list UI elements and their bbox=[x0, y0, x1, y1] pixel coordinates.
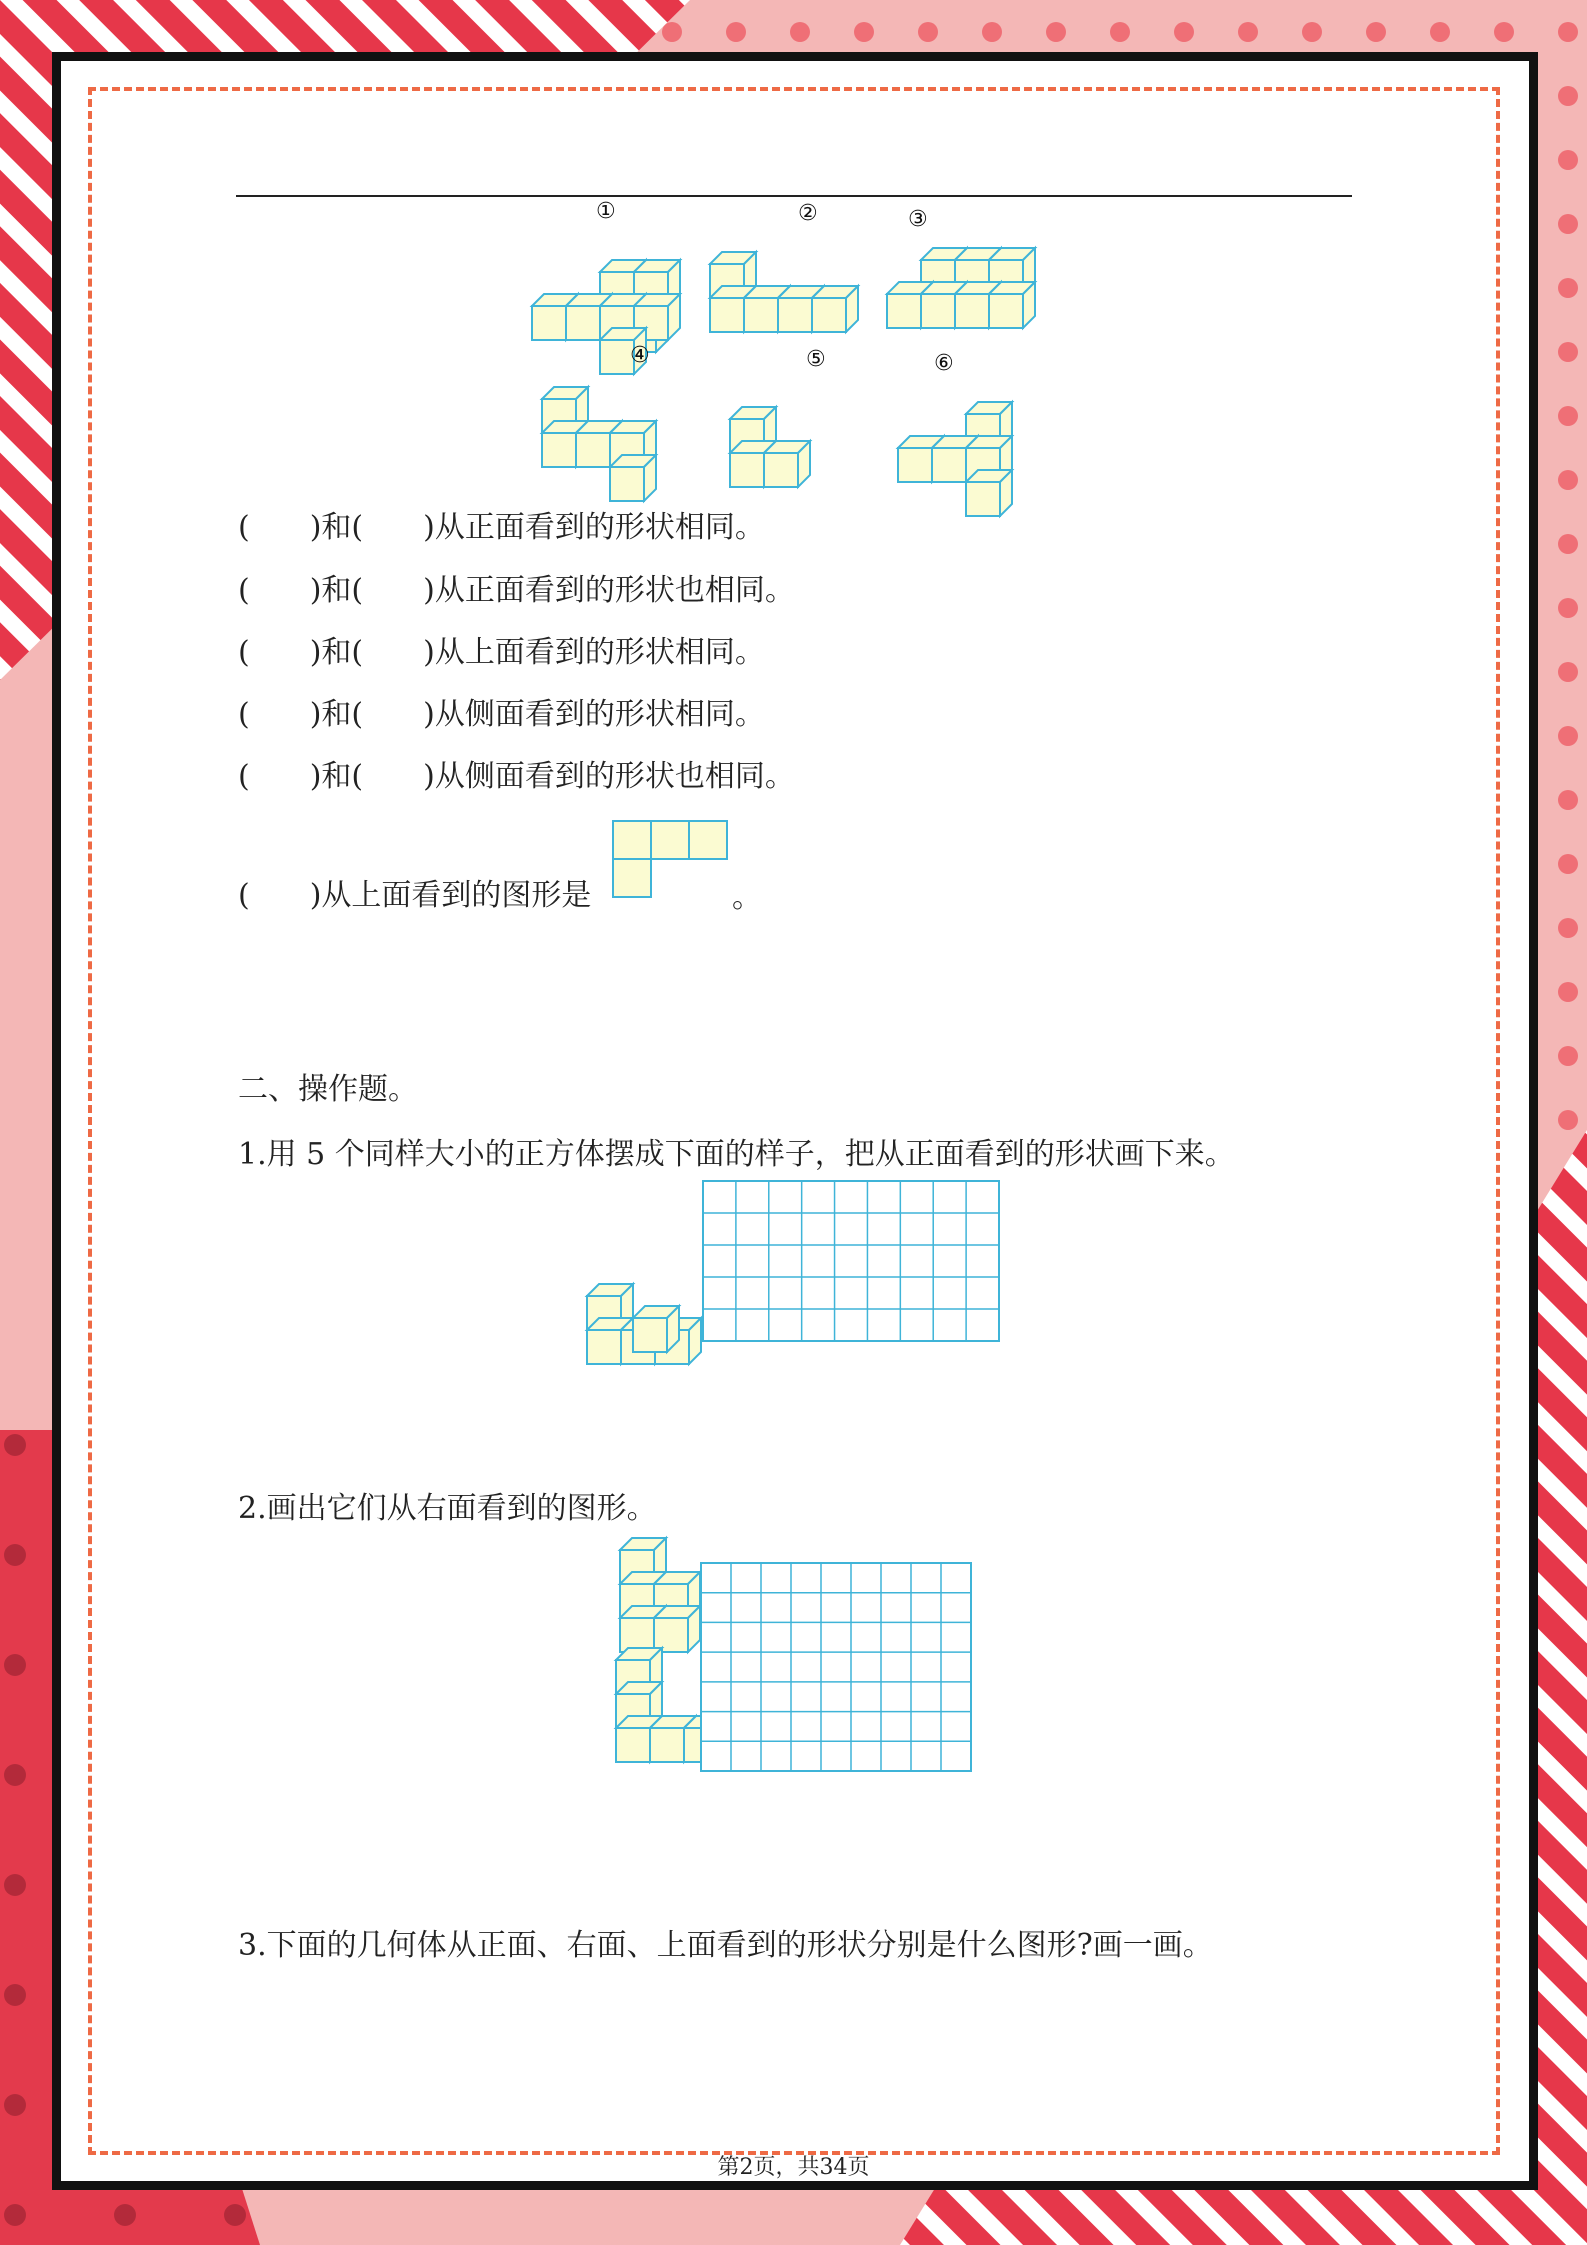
blank-line-5: ( )和( )从侧面看到的形状也相同。 bbox=[238, 759, 795, 794]
blank-line-4: ( )和( )从侧面看到的形状相同。 bbox=[238, 697, 765, 732]
figure-4-label: ④ bbox=[630, 343, 650, 368]
q2-cube-figure-top bbox=[618, 1540, 698, 1630]
top-view-shape bbox=[612, 820, 732, 902]
blank-line-3: ( )和( )从上面看到的形状相同。 bbox=[238, 635, 765, 670]
question-2-text: 2.画出它们从右面看到的图形。 bbox=[238, 1491, 657, 1526]
question-1-text: 1.用 5 个同样大小的正方体摆成下面的样子，把从正面看到的形状画下来。 bbox=[238, 1137, 1235, 1172]
figure-5-label: ⑤ bbox=[806, 347, 826, 372]
q2-cube-figure-bottom bbox=[614, 1648, 704, 1770]
cube-figures-group bbox=[520, 190, 1080, 490]
figure-2 bbox=[710, 201, 858, 332]
q1-cube-figure bbox=[585, 1250, 705, 1350]
top-view-period: 。 bbox=[732, 880, 762, 915]
figure-3-label: ③ bbox=[908, 207, 928, 232]
top-view-question: ( )从上面看到的图形是 bbox=[238, 878, 592, 913]
figure-6-label: ⑥ bbox=[934, 351, 954, 376]
figure-2-label: ② bbox=[798, 201, 818, 226]
page-footer: 第2页，共34页 bbox=[717, 2155, 870, 2180]
figure-3 bbox=[887, 207, 1035, 328]
figure-1 bbox=[532, 199, 680, 374]
section-two-title: 二、操作题。 bbox=[238, 1072, 418, 1107]
blank-line-2: ( )和( )从正面看到的形状也相同。 bbox=[238, 573, 795, 608]
q2-drawing-grid bbox=[700, 1562, 972, 1772]
question-3-text: 3.下面的几何体从正面、右面、上面看到的形状分别是什么图形?画一画。 bbox=[238, 1928, 1213, 1963]
q1-drawing-grid bbox=[702, 1180, 1000, 1342]
figure-5 bbox=[730, 347, 826, 487]
figure-1-label: ① bbox=[596, 199, 616, 224]
blank-line-1: ( )和( )从正面看到的形状相同。 bbox=[238, 510, 765, 545]
